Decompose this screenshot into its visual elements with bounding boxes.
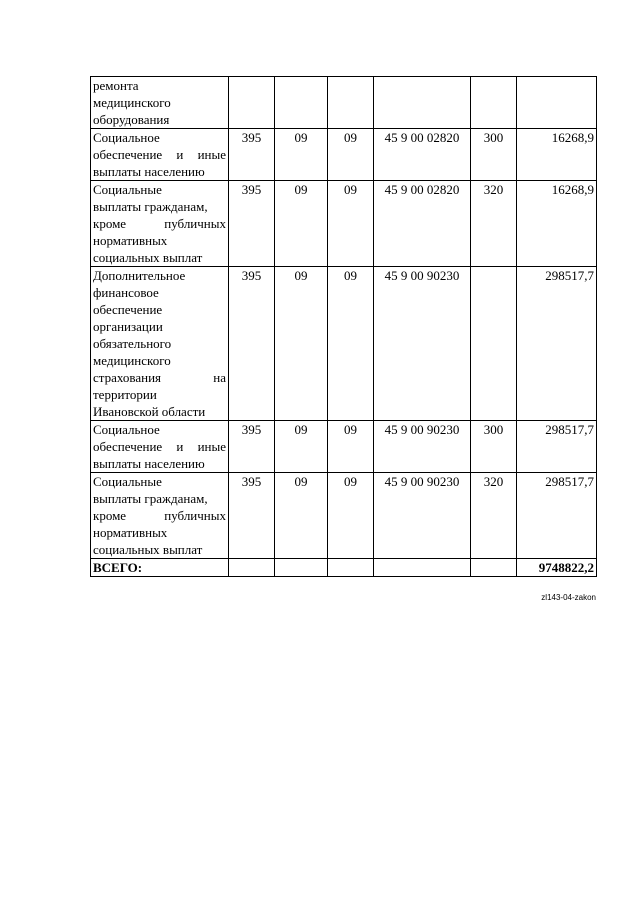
amount-cell: 16268,9 — [517, 129, 597, 181]
item-name-line: обеспечение и иные — [93, 147, 226, 162]
item-name-line: обязательного — [93, 336, 172, 351]
target-article-cell: 45 9 00 02820 — [374, 129, 471, 181]
expense-type-cell: 320 — [471, 181, 517, 267]
empty-cell — [328, 559, 374, 577]
item-name-cell — [91, 129, 229, 181]
amount-cell: 298517,7 — [517, 267, 597, 421]
admin-code-cell: 395 — [229, 473, 275, 559]
item-name-line: Социальное — [93, 422, 160, 437]
budget-table — [90, 76, 597, 577]
admin-code-cell: 395 — [229, 421, 275, 473]
amount-cell — [517, 77, 597, 129]
section-cell: 09 — [275, 421, 328, 473]
item-name-cell — [91, 181, 229, 267]
section-cell — [275, 77, 328, 129]
admin-code-cell — [229, 77, 275, 129]
total-row — [91, 559, 597, 577]
subsection-cell: 09 — [328, 421, 374, 473]
target-article-cell: 45 9 00 90230 — [374, 473, 471, 559]
empty-cell — [374, 559, 471, 577]
item-name-line: выплаты гражданам, — [93, 199, 208, 214]
item-name-line: обеспечение — [93, 302, 163, 317]
item-name-line: финансовое — [93, 285, 159, 300]
subsection-cell: 09 — [328, 267, 374, 421]
item-name-line: обеспечение и иные — [93, 439, 226, 454]
section-cell: 09 — [275, 267, 328, 421]
expense-type-cell: 300 — [471, 129, 517, 181]
target-article-cell: 45 9 00 02820 — [374, 181, 471, 267]
item-name-line: кроме публичных — [93, 216, 226, 231]
item-name-line: Социальные — [93, 474, 162, 489]
expense-type-cell — [471, 77, 517, 129]
section-cell: 09 — [275, 129, 328, 181]
amount-cell: 16268,9 — [517, 181, 597, 267]
document-code: zl143-04-zakon — [541, 593, 596, 602]
admin-code-cell: 395 — [229, 181, 275, 267]
table-row — [91, 473, 597, 559]
target-article-cell: 45 9 00 90230 — [374, 267, 471, 421]
subsection-cell — [328, 77, 374, 129]
item-name-line: нормативных — [93, 233, 168, 248]
table-row — [91, 129, 597, 181]
section-cell: 09 — [275, 473, 328, 559]
item-name-line: кроме публичных — [93, 508, 226, 523]
item-name-cell — [91, 421, 229, 473]
target-article-cell: 45 9 00 90230 — [374, 421, 471, 473]
item-name-cell — [91, 473, 229, 559]
target-article-cell — [374, 77, 471, 129]
total-amount: 9748822,2 — [517, 559, 597, 577]
item-name-cell — [91, 77, 229, 129]
admin-code-cell: 395 — [229, 129, 275, 181]
subsection-cell: 09 — [328, 181, 374, 267]
section-cell: 09 — [275, 181, 328, 267]
item-name-line: ремонта — [93, 78, 139, 93]
expense-type-cell: 320 — [471, 473, 517, 559]
admin-code-cell: 395 — [229, 267, 275, 421]
item-name-line: выплаты гражданам, — [93, 491, 208, 506]
item-name-line: оборудования — [93, 112, 170, 127]
table-row — [91, 267, 597, 421]
empty-cell — [471, 559, 517, 577]
expense-type-cell — [471, 267, 517, 421]
item-name-line: выплаты населению — [93, 456, 205, 471]
item-name-line: медицинского — [93, 353, 171, 368]
table-row — [91, 181, 597, 267]
item-name-line: организации — [93, 319, 163, 334]
total-label: ВСЕГО: — [91, 559, 229, 577]
item-name-line: страхования на — [93, 370, 226, 385]
item-name-line: нормативных — [93, 525, 168, 540]
item-name-line: Ивановской области — [93, 404, 206, 419]
item-name-line: медицинского — [93, 95, 171, 110]
item-name-cell — [91, 267, 229, 421]
empty-cell — [275, 559, 328, 577]
subsection-cell: 09 — [328, 473, 374, 559]
budget-table-body — [91, 77, 597, 577]
item-name-line: Дополнительное — [93, 268, 186, 283]
item-name-line: социальных выплат — [93, 250, 203, 265]
item-name-line: социальных выплат — [93, 542, 203, 557]
table-row — [91, 421, 597, 473]
expense-type-cell: 300 — [471, 421, 517, 473]
table-row — [91, 77, 597, 129]
amount-cell: 298517,7 — [517, 421, 597, 473]
item-name-line: территории — [93, 387, 157, 402]
amount-cell: 298517,7 — [517, 473, 597, 559]
item-name-line: Социальное — [93, 130, 160, 145]
empty-cell — [229, 559, 275, 577]
subsection-cell: 09 — [328, 129, 374, 181]
item-name-line: Социальные — [93, 182, 162, 197]
item-name-line: выплаты населению — [93, 164, 205, 179]
